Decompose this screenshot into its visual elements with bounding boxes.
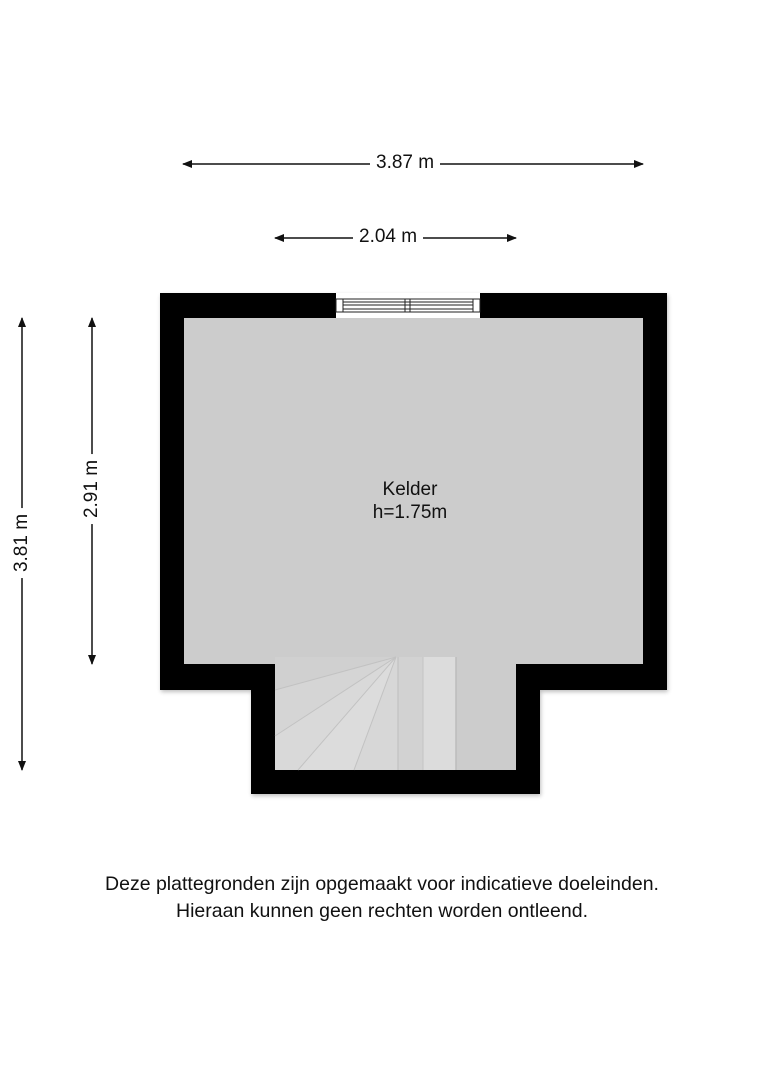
window <box>336 293 480 318</box>
staircase <box>275 657 456 770</box>
dimension-label-left-outer: 3.81 m <box>11 508 33 578</box>
room-label <box>330 478 490 524</box>
dimension-label-top-inner: 2.04 m <box>353 226 423 248</box>
room-height: h=1.75m <box>372 502 448 523</box>
disclaimer-line-1: Deze plattegronden zijn opgemaakt voor indicatieve doeleinden. <box>105 873 659 895</box>
dimension-label-left-inner: 2.91 m <box>81 454 103 524</box>
dimension-label-top-outer: 3.87 m <box>370 152 440 174</box>
room-name: Kelder <box>382 479 438 500</box>
disclaimer-line-2: Hieraan kunnen geen rechten worden ontleend. <box>176 900 588 922</box>
disclaimer <box>0 871 764 925</box>
